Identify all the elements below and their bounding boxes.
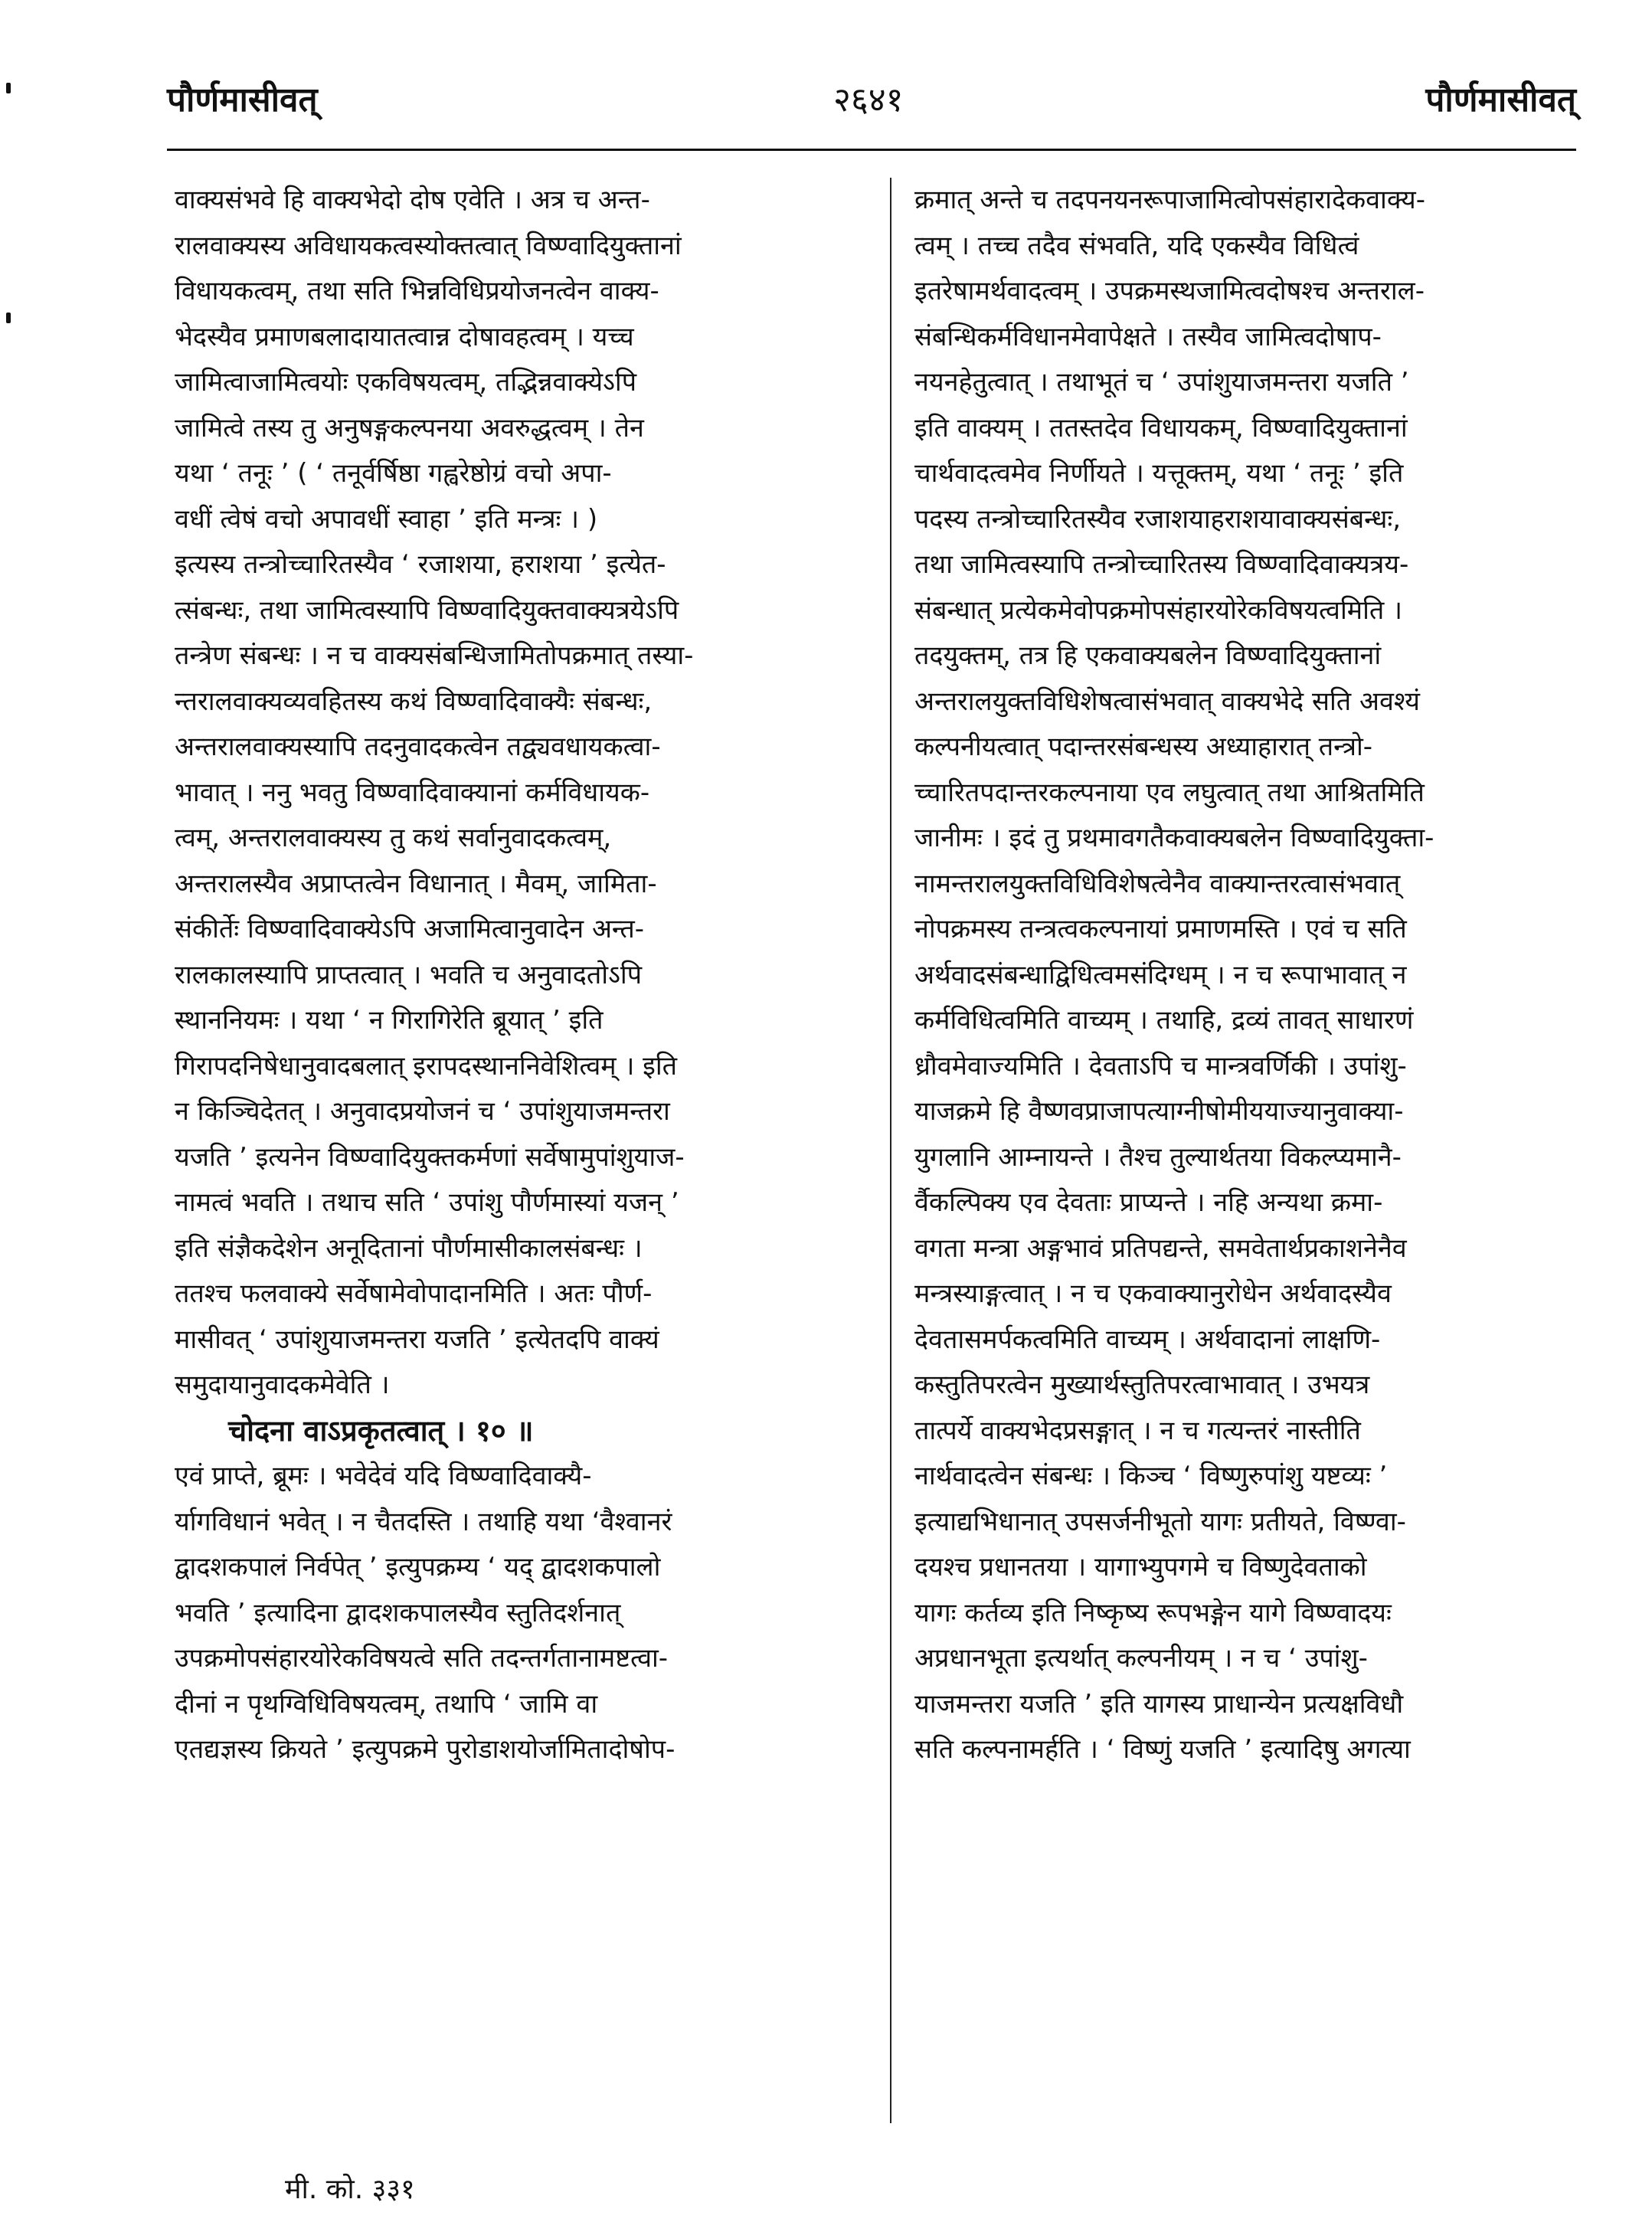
text-line: भावात् । ननु भवतु विष्ण्वादिवाक्यानां कर्मविधायक-	[175, 777, 650, 808]
left-column	[175, 178, 864, 1773]
text-line: नार्थवादत्वेन संबन्धः । किञ्च ‘ विष्णुरुपांशु यष्टव्यः ’	[914, 1461, 1388, 1491]
text-line: न किञ्चिदेतत् । अनुवादप्रयोजनं च ‘ उपांशुयाजमन्तरा	[175, 1096, 670, 1127]
sutra-heading: चोदना वाऽप्रकृतत्वात् । १० ॥	[228, 1413, 534, 1448]
text-line: याजमन्तरा यजति ’ इति यागस्य प्राधान्येन प्रत्यक्षविधौ	[914, 1688, 1404, 1720]
text-line: तन्त्रेण संबन्धः । न च वाक्यसंबन्धिजामितोपक्रमात् तस्या-	[175, 640, 694, 671]
text-line: नोपक्रमस्य तन्त्रत्वकल्पनायां प्रमाणमस्ति । एवं च सति	[914, 914, 1407, 944]
text-line: तात्पर्ये वाक्यभेदप्रसङ्गात् । न च गत्यन्तरं नास्तीति	[914, 1415, 1361, 1446]
text-line: उपक्रमोपसंहारयोरेकविषयत्वे सति तदन्तर्गतानामष्टत्वा-	[175, 1643, 669, 1674]
text-line: इतरेषामर्थवादत्वम् । उपक्रमस्थजामित्वदोषश्च अन्तराल-	[914, 276, 1425, 306]
text-line: अन्तरालयुक्तविधिशेषत्वासंभवात् वाक्यभेदे सति अवश्यं	[914, 686, 1421, 717]
text-line: त्वम् । तच्च तदैव संभवति, यदि एकस्यैव विधित्वं	[914, 230, 1359, 261]
text-line: र्यागविधानं भवेत् । न चैतदस्ति । तथाहि यथा ‘वैश्वानरं	[175, 1506, 672, 1537]
text-line: च्चारितपदान्तरकल्पनाया एव लघुत्वात् तथा आश्रितमिति	[914, 777, 1425, 808]
text-line: कर्मविधित्वमिति वाच्यम् । तथाहि, द्रव्यं तावत् साधारणं	[914, 1005, 1414, 1036]
text-line: एतद्यज्ञस्य क्रियते ’ इत्युपक्रमे पुरोडाशयोर्जामितादोषोप-	[175, 1734, 676, 1765]
text-line: रालवाक्यस्य अविधायकत्वस्योक्तत्वात् विष्ण्वादियुक्तानां	[175, 230, 682, 261]
text-line: द्वादशकपालं निर्वपेत् ’ इत्युपक्रम्य ‘ यद् द्वादशकपालो	[175, 1552, 661, 1582]
text-line: दयश्च प्रधानतया । यागाभ्युपगमे च विष्णुदेवताको	[914, 1552, 1367, 1582]
text-line: तदयुक्तम्, तत्र हि एकवाक्यबलेन विष्ण्वादियुक्तानां	[914, 640, 1382, 671]
right-column	[914, 178, 1588, 1773]
text-line: नामत्वं भवति । तथाच सति ‘ उपांशु पौर्णमास्यां यजन् ’	[175, 1187, 679, 1218]
text-line: भेदस्यैव प्रमाणबलादायातत्वान्न दोषावहत्वम् । यच्च	[175, 321, 634, 352]
text-line: क्रमात् अन्ते च तदपनयनरूपाजामित्वोपसंहारादेकवाक्य-	[914, 185, 1426, 215]
text-line: विधायकत्वम्, तथा सति भिन्नविधिप्रयोजनत्वेन वाक्य-	[175, 276, 659, 306]
text-line: नयनहेतुत्वात् । तथाभूतं च ‘ उपांशुयाजमन्तरा यजति ’	[914, 367, 1409, 398]
column-divider	[890, 178, 891, 2123]
text-line: जानीमः । इदं तु प्रथमावगतैकवाक्यबलेन विष्ण्वादियुक्ता-	[914, 823, 1434, 853]
text-line: दीनां न पृथग्विधिविषयत्वम्, तथापि ‘ जामि वा	[175, 1688, 598, 1720]
text-line: संबन्धिकर्मविधानमेवापेक्षते । तस्यैव जामित्वदोषाप-	[914, 321, 1382, 352]
text-line: देवतासमर्पकत्वमिति वाच्यम् । अर्थवादानां लाक्षणि-	[914, 1324, 1381, 1355]
text-line: कस्तुतिपरत्वेन मुख्यार्थस्तुतिपरत्वाभावात् । उभयत्र	[914, 1370, 1370, 1400]
text-line: स्थाननियमः । यथा ‘ न गिरागिरेति ब्रूयात् ’ इति	[175, 1005, 604, 1036]
margin-mark-middle	[6, 313, 11, 323]
text-line: चार्थवादत्वमेव निर्णीयते । यत्तूक्तम्, यथा ‘ तनूः ’ इति	[914, 458, 1404, 489]
text-line: र्वैकल्पिक्य एव देवताः प्राप्यन्ते । नहि अन्यथा क्रमा-	[914, 1187, 1383, 1218]
text-line: अन्तरालवाक्यस्यापि तदनुवादकत्वेन तद्व्यवधायकत्वा-	[175, 731, 661, 762]
text-line: त्संबन्धः, तथा जामित्वस्यापि विष्ण्वादियुक्तवाक्यत्रयेऽपि	[175, 594, 679, 626]
text-line: गिरापदनिषेधानुवादबलात् इरापदस्थाननिवेशित्वम् । इति	[175, 1050, 678, 1082]
text-line: ततश्च फलवाक्ये सर्वेषामेवोपादानमिति । अतः पौर्ण-	[175, 1278, 653, 1309]
text-line: इति वाक्यम् । ततस्तदेव विधायकम्, विष्ण्वादियुक्तानां	[914, 412, 1408, 443]
text-line: अन्तरालस्यैव अप्राप्तत्वेन विधानात् । मैवम्, जामिता-	[175, 868, 657, 899]
margin-mark-top	[6, 83, 11, 93]
text-line: इत्यस्य तन्त्रोच्चारितस्यैव ‘ रजाशया, हराशया ’ इत्येत-	[175, 549, 666, 580]
text-line: यागः कर्तव्य इति निष्कृष्य रूपभङ्गेन यागे विष्ण्वादयः	[914, 1597, 1392, 1628]
running-head-left: पौर्णमासीवत्	[167, 80, 318, 119]
text-line: इति संज्ञैकदेशेन अनूदितानां पौर्णमासीकालसंबन्धः ।	[175, 1232, 643, 1264]
text-line: पदस्य तन्त्रोच्चारितस्यैव रजाशयाहराशयावाक्यसंबन्धः,	[914, 503, 1402, 535]
text-line: त्वम्, अन्तरालवाक्यस्य तु कथं सर्वानुवादकत्वम्,	[175, 823, 612, 853]
text-line: समुदायानुवादकमेवेति ।	[175, 1370, 390, 1400]
text-line: न्तरालवाक्यव्यवहितस्य कथं विष्ण्वादिवाक्यैः संबन्धः,	[175, 686, 653, 717]
text-line: जामित्वे तस्य तु अनुषङ्गकल्पनया अवरुद्धत्वम् । तेन	[175, 412, 644, 443]
text-line: मासीवत् ‘ उपांशुयाजमन्तरा यजति ’ इत्येतदपि वाक्यं	[175, 1324, 659, 1355]
text-line: इत्याद्यभिधानात् उपसर्जनीभूतो यागः प्रतीयते, विष्ण्वा-	[914, 1506, 1406, 1537]
text-line: जामित्वाजामित्वयोः एकविषयत्वम्, तद्भिन्नवाक्येऽपि	[175, 367, 637, 398]
page-number: २६४१	[833, 80, 904, 119]
running-head-right: पौर्णमासीवत्	[1425, 80, 1576, 119]
text-line: ध्रौवमेवाज्यमिति । देवताऽपि च मान्त्रवर्णिकी । उपांशु-	[914, 1050, 1407, 1082]
text-line: संकीर्तेः विष्ण्वादिवाक्येऽपि अजामित्वानुवादेन अन्त-	[175, 914, 645, 944]
text-line: अर्थवादसंबन्धाद्विधित्वमसंदिग्धम् । न च रूपाभावात् न	[914, 959, 1407, 990]
page-header	[167, 75, 1576, 136]
text-line: सति कल्पनामर्हति । ‘ विष्णुं यजति ’ इत्यादिषु अगत्या	[914, 1734, 1411, 1765]
text-line: नामन्तरालयुक्तविधिविशेषत्वेनैव वाक्यान्तरत्वासंभवात्	[914, 868, 1401, 899]
text-line: युगलानि आम्नायन्ते । तैश्च तुल्यार्थतया विकल्प्यमानै-	[914, 1141, 1402, 1173]
text-line: एवं प्राप्ते, ब्रूमः । भवेदेवं यदि विष्ण्वादिवाक्यै-	[175, 1461, 592, 1491]
text-line: वाक्यसंभवे हि वाक्यभेदो दोष एवेति । अत्र च अन्त-	[175, 185, 650, 215]
text-line: वधीं त्वेषं वचो अपावधीं स्वाहा ’ इति मन्त्रः । )	[175, 503, 598, 535]
text-line: तथा जामित्वस्यापि तन्त्रोच्चारितस्य विष्ण्वादिवाक्यत्रय-	[914, 549, 1409, 580]
text-line: कल्पनीयत्वात् पदान्तरसंबन्धस्य अध्याहारात् तन्त्रो-	[914, 731, 1373, 762]
text-line: याजक्रमे हि वैष्णवप्राजापत्याग्नीषोमीययाज्यानुवाक्या-	[914, 1096, 1404, 1127]
text-line: यजति ’ इत्यनेन विष्ण्वादियुक्तकर्मणां सर्वेषामुपांशुयाज-	[175, 1141, 685, 1173]
page-footer-signature: मी. को. ३३१	[285, 2174, 415, 2205]
text-line: वगता मन्त्रा अङ्गभावं प्रतिपद्यन्ते, समवेतार्थप्रकाशनेनैव	[914, 1232, 1407, 1264]
text-line: रालकालस्यापि प्राप्तत्वात् । भवति च अनुवादतोऽपि	[175, 959, 643, 990]
text-line: मन्त्रस्याङ्गत्वात् । न च एकवाक्यानुरोधेन अर्थवादस्यैव	[914, 1278, 1392, 1309]
text-line: यथा ‘ तनूः ’ ( ‘ तनूर्वर्षिष्ठा गह्वरेष्ठोग्रं वचो अपा-	[175, 458, 612, 489]
header-rule	[167, 149, 1576, 151]
text-line: भवति ’ इत्यादिना द्वादशकपालस्यैव स्तुतिदर्शनात्	[175, 1597, 621, 1628]
text-line: संबन्धात् प्रत्येकमेवोपक्रमोपसंहारयोरेकविषयत्वमिति ।	[914, 594, 1402, 626]
text-line: अप्रधानभूता इत्यर्थात् कल्पनीयम् । न च ‘ उपांशु-	[914, 1643, 1368, 1674]
